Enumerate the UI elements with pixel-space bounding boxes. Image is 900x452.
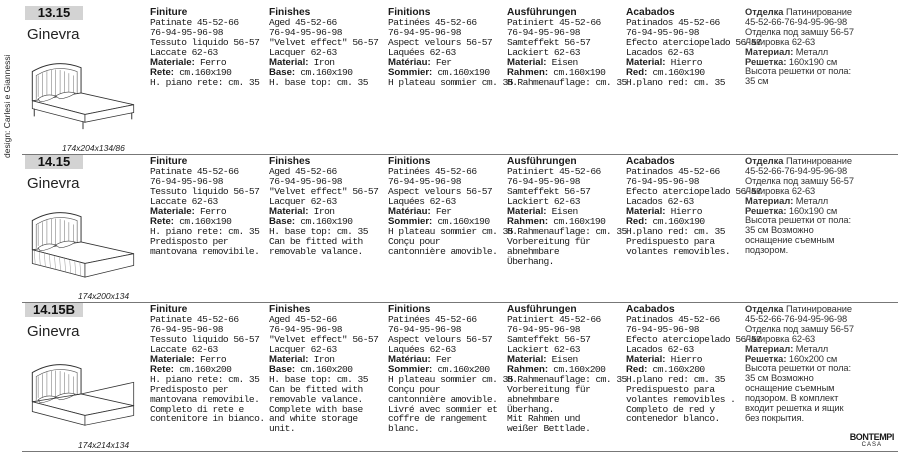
- spec-line: Base: cm.160x200: [269, 363, 353, 375]
- spec-line: входит решетка и ящик: [745, 403, 844, 414]
- spec-line: H.plano red: cm. 35: [626, 373, 725, 385]
- spec-line: removable valance.: [269, 245, 363, 257]
- spec-line: mantovana removibile.: [150, 393, 260, 405]
- spec-line: 45-52-66-76-94-95-96-98: [745, 16, 848, 27]
- model-name: Ginevra: [27, 323, 80, 340]
- spec-heading: Finishes: [269, 304, 311, 315]
- spec-line: 76-94-95-96-98: [626, 176, 699, 188]
- spec-line: Predisposto per: [150, 383, 229, 395]
- model-name: Ginevra: [27, 175, 80, 192]
- spec-line: Отделка Патинирование: [745, 304, 852, 314]
- spec-line: Lacquer 62-63: [269, 196, 337, 208]
- design-credit: design: Carlesi e Giannessi: [2, 54, 12, 158]
- spec-heading: Ausführungen: [507, 7, 577, 18]
- spec-line: contenitore in bianco.: [150, 413, 265, 425]
- spec-line: contenedor blanco.: [626, 413, 720, 425]
- spec-line: Rahmen: cm.160x190: [507, 215, 606, 227]
- spec-line: 76-94-95-96-98: [626, 324, 699, 336]
- spec-line: Conçu pour: [388, 235, 441, 247]
- spec-line: Tessuto liquido 56-57: [150, 186, 260, 198]
- spec-line: Material: Eisen: [507, 57, 578, 69]
- spec-line: abnehmbare: [507, 245, 560, 257]
- spec-column-es: [626, 8, 761, 88]
- spec-line: Laquées 62-63: [388, 47, 456, 59]
- dimensions-label: 174x214x134: [78, 440, 130, 450]
- spec-line: "Velvet effect" 56-57: [269, 37, 379, 49]
- spec-line: 76-94-95-96-98: [626, 27, 699, 39]
- spec-column-fr: [388, 157, 513, 257]
- spec-line: H. base top: cm. 35: [269, 225, 368, 237]
- spec-line: H. base top: cm. 35: [269, 373, 368, 385]
- spec-line: mantovana removibile.: [150, 245, 260, 257]
- spec-line: Sommier: cm.160x190: [388, 66, 490, 78]
- brand-logo: [850, 432, 894, 448]
- spec-line: Samteffekt 56-57: [507, 37, 591, 49]
- spec-heading: Acabados: [626, 156, 675, 167]
- spec-line: Matériau: Fer: [388, 57, 452, 69]
- spec-line: Лакировка 62-63: [745, 185, 816, 196]
- spec-line: 35 см Возможно: [745, 225, 814, 236]
- spec-heading: Finiture: [150, 304, 188, 315]
- spec-line: Vorbereitung für: [507, 383, 591, 395]
- spec-heading: Finishes: [269, 7, 311, 18]
- spec-line: Red: cm.160x190: [626, 66, 705, 78]
- spec-line: Tessuto liquido 56-57: [150, 37, 260, 49]
- spec-line: H. piano rete: cm. 35: [150, 373, 260, 385]
- spec-line: Laccate 62-63: [150, 344, 218, 356]
- spec-line: Решетка: 160х190 см: [745, 56, 838, 67]
- spec-line: Высота решетки от пола:: [745, 215, 851, 226]
- spec-line: Решетка: 160х200 см: [745, 353, 838, 364]
- spec-line: Patinate 45-52-66: [150, 166, 239, 178]
- spec-line: оснащение съемным: [745, 383, 835, 394]
- spec-line: unit.: [269, 423, 296, 435]
- spec-column-it: [150, 305, 265, 424]
- spec-line: Red: cm.160x200: [626, 363, 705, 375]
- spec-line: Высота решетки от пола:: [745, 66, 851, 77]
- spec-line: Material: Hierro: [626, 206, 702, 218]
- spec-line: Material: Eisen: [507, 354, 578, 366]
- spec-line: 76-94-95-96-98: [150, 27, 223, 39]
- bed-illustration: [24, 203, 142, 286]
- spec-line: H.plano red: cm. 35: [626, 225, 725, 237]
- spec-line: 76-94-95-96-98: [150, 324, 223, 336]
- spec-line: Patinate 45-52-66: [150, 314, 239, 326]
- spec-line: Rete: cm.160x200: [150, 363, 232, 375]
- spec-line: Completo di rete e: [150, 403, 244, 415]
- brand-sub: CASA: [861, 442, 883, 448]
- spec-line: H.Rahmenauflage: cm. 35: [507, 76, 627, 88]
- spec-line: H plateau sommier cm. 35: [388, 225, 513, 237]
- spec-line: Отделка под замшу 56-57: [745, 26, 854, 37]
- spec-line: 45-52-66-76-94-95-96-98: [745, 313, 848, 324]
- spec-line: Отделка под замшу 56-57: [745, 323, 854, 334]
- spec-line: 76-94-95-96-98: [507, 324, 580, 336]
- spec-line: Samteffekt 56-57: [507, 334, 591, 346]
- spec-line: Material: Eisen: [507, 206, 578, 218]
- spec-line: Aged 45-52-66: [269, 17, 337, 29]
- spec-heading: Ausführungen: [507, 156, 577, 167]
- spec-line: H plateau sommier cm. 35: [388, 76, 513, 88]
- spec-line: Material: Iron: [269, 206, 335, 218]
- bed-illustration: [24, 54, 142, 137]
- dimensions-label: 174x200x134: [78, 291, 130, 301]
- spec-line: blanc.: [388, 423, 420, 435]
- spec-line: Laccate 62-63: [150, 196, 218, 208]
- spec-line: Predispuesto para: [626, 383, 715, 395]
- spec-line: Sommier: cm.160x190: [388, 215, 490, 227]
- spec-line: Tessuto liquido 56-57: [150, 334, 260, 346]
- spec-line: Vorbereitung für: [507, 235, 591, 247]
- spec-column-en: [269, 157, 378, 257]
- spec-line: Aspect velours 56-57: [388, 334, 493, 346]
- spec-column-de: [507, 8, 627, 88]
- spec-line: Решетка: 160х190 см: [745, 205, 838, 216]
- spec-column-ru: [745, 8, 854, 87]
- spec-heading: Ausführungen: [507, 304, 577, 315]
- spec-line: Mit Rahmen und: [507, 413, 580, 425]
- spec-line: volantes removibles.: [626, 245, 731, 257]
- spec-line: Material: Hierro: [626, 57, 702, 69]
- spec-line: Sommier: cm.160x200: [388, 363, 490, 375]
- spec-line: Complete with base: [269, 403, 363, 415]
- spec-column-fr: [388, 305, 513, 434]
- spec-line: Aspect velours 56-57: [388, 37, 493, 49]
- spec-column-de: [507, 157, 627, 266]
- spec-line: Отделка Патинирование: [745, 156, 852, 166]
- spec-line: Материал: Металл: [745, 46, 829, 57]
- spec-heading: Acabados: [626, 304, 675, 315]
- spec-line: removable valance.: [269, 393, 363, 405]
- spec-line: Aspect velours 56-57: [388, 186, 493, 198]
- spec-line: H. piano rete: cm. 35: [150, 225, 260, 237]
- spec-line: Material: Iron: [269, 354, 335, 366]
- spec-line: Lackiert 62-63: [507, 344, 580, 356]
- spec-line: 76-94-95-96-98: [388, 27, 461, 39]
- spec-line: H.Rahmenauflage: cm. 35: [507, 225, 627, 237]
- spec-line: Materiale: Ferro: [150, 206, 227, 218]
- spec-line: 76-94-95-96-98: [269, 176, 342, 188]
- spec-line: Lacados 62-63: [626, 344, 694, 356]
- product-row: [22, 6, 898, 155]
- dimensions-label: 174x204x134/86: [62, 143, 125, 153]
- spec-column-en: [269, 305, 378, 434]
- model-name: Ginevra: [27, 26, 80, 43]
- spec-line: Patiniert 45-52-66: [507, 314, 601, 326]
- spec-line: Predisposto per: [150, 235, 229, 247]
- spec-line: Patinées 45-52-66: [388, 17, 477, 29]
- spec-line: Überhang.: [507, 255, 554, 267]
- spec-line: 76-94-95-96-98: [150, 176, 223, 188]
- spec-heading: Finiture: [150, 156, 188, 167]
- spec-column-ru: [745, 305, 854, 424]
- spec-line: Predispuesto para: [626, 235, 715, 247]
- spec-line: 76-94-95-96-98: [507, 27, 580, 39]
- spec-line: 76-94-95-96-98: [388, 324, 461, 336]
- spec-line: Lackiert 62-63: [507, 196, 580, 208]
- spec-line: Material: Hierro: [626, 354, 702, 366]
- spec-line: без покрытия.: [745, 412, 804, 423]
- spec-line: подзором.: [745, 245, 789, 256]
- spec-line: Laquées 62-63: [388, 196, 456, 208]
- spec-line: Материал: Металл: [745, 343, 829, 354]
- spec-heading: Acabados: [626, 7, 675, 18]
- spec-line: Efecto aterciopelado 56-57: [626, 186, 762, 198]
- spec-line: weißer Bettlade.: [507, 423, 591, 435]
- spec-line: Patinados 45-52-66: [626, 314, 720, 326]
- spec-line: Rete: cm.160x190: [150, 66, 232, 78]
- spec-line: "Velvet effect" 56-57: [269, 334, 379, 346]
- spec-line: Material: Iron: [269, 57, 335, 69]
- spec-line: Rahmen: cm.160x190: [507, 66, 606, 78]
- spec-column-en: [269, 8, 378, 88]
- spec-line: Can be fitted with: [269, 383, 363, 395]
- spec-line: Can be fitted with: [269, 235, 363, 247]
- spec-heading: Finitions: [388, 304, 431, 315]
- spec-line: H plateau sommier cm. 35: [388, 373, 513, 385]
- spec-line: Отделка под замшу 56-57: [745, 175, 854, 186]
- spec-line: 76-94-95-96-98: [269, 27, 342, 39]
- spec-line: Lacados 62-63: [626, 47, 694, 59]
- spec-line: 76-94-95-96-98: [269, 324, 342, 336]
- spec-line: Efecto aterciopelado 56-57: [626, 37, 762, 49]
- spec-line: Base: cm.160x190: [269, 66, 353, 78]
- spec-line: Aged 45-52-66: [269, 166, 337, 178]
- spec-line: Conçu pour: [388, 383, 441, 395]
- spec-line: Patinados 45-52-66: [626, 166, 720, 178]
- bed-illustration: [24, 355, 142, 438]
- spec-line: "Velvet effect" 56-57: [269, 186, 379, 198]
- product-row: [22, 303, 898, 452]
- spec-line: cantonnière amovible.: [388, 245, 498, 257]
- spec-line: Materiale: Ferro: [150, 57, 227, 69]
- spec-line: Base: cm.160x190: [269, 215, 353, 227]
- spec-line: Matériau: Fer: [388, 206, 452, 218]
- spec-line: Materiale: Ferro: [150, 354, 227, 366]
- spec-line: Überhang.: [507, 403, 554, 415]
- spec-column-de: [507, 305, 627, 434]
- spec-line: abnehmbare: [507, 393, 560, 405]
- spec-line: Rahmen: cm.160x200: [507, 363, 606, 375]
- spec-line: 35 см: [745, 76, 769, 87]
- spec-line: Laccate 62-63: [150, 47, 218, 59]
- spec-line: and white storage: [269, 413, 358, 425]
- spec-line: Отделка Патинирование: [745, 7, 852, 17]
- spec-line: H. piano rete: cm. 35: [150, 76, 260, 88]
- product-code: 13.15: [25, 6, 83, 20]
- spec-heading: Finishes: [269, 156, 311, 167]
- spec-line: Livré avec sommier et: [388, 403, 498, 415]
- spec-column-it: [150, 8, 259, 88]
- spec-line: оснащение съемным: [745, 235, 835, 246]
- spec-column-it: [150, 157, 259, 257]
- spec-column-fr: [388, 8, 513, 88]
- spec-line: Lackiert 62-63: [507, 47, 580, 59]
- spec-line: volantes removibles .: [626, 393, 736, 405]
- spec-line: Matériau: Fer: [388, 354, 452, 366]
- spec-line: Samteffekt 56-57: [507, 186, 591, 198]
- spec-line: Completo de red y: [626, 403, 715, 415]
- spec-line: подзором. В комплект: [745, 393, 839, 404]
- spec-column-es: [626, 157, 761, 257]
- product-code: 14.15: [25, 155, 83, 169]
- spec-line: Patinados 45-52-66: [626, 17, 720, 29]
- product-code: 14.15B: [25, 303, 83, 317]
- spec-line: Lacquer 62-63: [269, 47, 337, 59]
- spec-line: Lacquer 62-63: [269, 344, 337, 356]
- spec-line: Efecto aterciopelado 56-57: [626, 334, 762, 346]
- spec-line: Patinées 45-52-66: [388, 166, 477, 178]
- spec-line: 76-94-95-96-98: [507, 176, 580, 188]
- spec-line: Red: cm.160x190: [626, 215, 705, 227]
- spec-line: Laquées 62-63: [388, 344, 456, 356]
- spec-line: Patiniert 45-52-66: [507, 166, 601, 178]
- spec-line: coffre de rangement: [388, 413, 487, 425]
- spec-line: Лакировка 62-63: [745, 36, 816, 47]
- spec-heading: Finiture: [150, 7, 188, 18]
- spec-line: cantonnière amovible.: [388, 393, 498, 405]
- spec-heading: Finitions: [388, 156, 431, 167]
- spec-line: Lacados 62-63: [626, 196, 694, 208]
- spec-line: Patiniert 45-52-66: [507, 17, 601, 29]
- spec-line: Rete: cm.160x190: [150, 215, 232, 227]
- spec-line: Aged 45-52-66: [269, 314, 337, 326]
- spec-line: H.plano red: cm. 35: [626, 76, 725, 88]
- spec-line: H.Rahmenauflage: cm. 35: [507, 373, 627, 385]
- spec-line: Patinées 45-52-66: [388, 314, 477, 326]
- spec-column-es: [626, 305, 761, 424]
- spec-column-ru: [745, 157, 854, 256]
- brand-name: BONTEMPI: [849, 432, 894, 442]
- spec-line: Лакировка 62-63: [745, 333, 816, 344]
- spec-line: Высота решетки от пола:: [745, 363, 851, 374]
- product-row: [22, 155, 898, 303]
- spec-line: Patinate 45-52-66: [150, 17, 239, 29]
- spec-line: H. base top: cm. 35: [269, 76, 368, 88]
- spec-line: 76-94-95-96-98: [388, 176, 461, 188]
- spec-line: 45-52-66-76-94-95-96-98: [745, 165, 848, 176]
- spec-line: 35 см Возможно: [745, 373, 814, 384]
- spec-heading: Finitions: [388, 7, 431, 18]
- spec-line: Материал: Металл: [745, 195, 829, 206]
